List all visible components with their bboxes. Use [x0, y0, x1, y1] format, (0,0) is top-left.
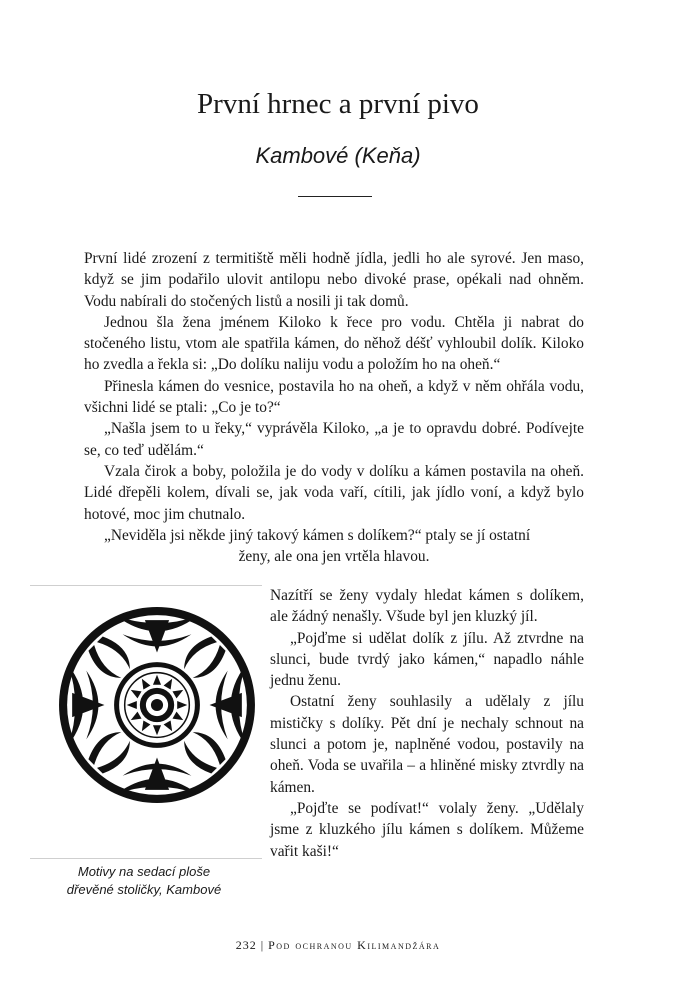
paragraph: Jednou šla žena jménem Kiloko k řece pro vodu. Chtěla ji nabrat do stočeného listu, vtom ale spatřila kámen, do něhož déšť vyhloubil dolík. Kiloko ho zvedla a řekla si: „Do dolíku naliju vodu a položím ho na oheň.“ — [84, 313, 584, 374]
figure-top-rule — [30, 585, 262, 586]
figure-caption — [36, 863, 252, 899]
page-subtitle: Kambové (Keňa) — [255, 143, 421, 168]
story-text — [84, 248, 584, 567]
paragraph: Vzala čirok a boby, položila je do vody v dolíku a kámen postavila na oheň. Lidé dřepěli kolem, dívali se, jak voda vaří, cítili, jak jídlo voní, a když bylo hotové, moc jim chutnalo. — [84, 462, 584, 523]
running-title: Pod ochranou Kilimandžára — [268, 938, 441, 952]
paragraph: „Pojďte se podívat!“ volaly ženy. „Udělaly jsme z kluzkého jílu kámen s dolíkem. Můžeme vařit kaši!“ — [270, 799, 584, 860]
story-text-right-column — [270, 585, 584, 862]
paragraph: Ostatní ženy souhlasily a udělaly z jílu mističky s dolíky. Pět dní je nechaly schnout na slunci a potom je, naplněné vodou, postavily na oheň. Voda se uvařila – a hliněné misky ztvrdly na kámen. — [270, 693, 584, 796]
page-title: První hrnec a první pivo — [197, 88, 479, 120]
paragraph: „Našla jsem to u řeky,“ vyprávěla Kiloko, „a je to opravdu dobré. Podívejte se, co teď udělám.“ — [84, 420, 584, 459]
caption-line: dřevěné stoličky, Kambové — [66, 882, 222, 897]
paragraph: První lidé zrození z termitiště měli hodně jídla, jedli ho ale syrové. Jen maso, když se jim podařilo ulovit antilopu nebo divoké prase, opékali nad ohněm. Vodu nabírali do stočených listů a nosili ji tak domů. — [84, 250, 584, 310]
page-footer — [0, 938, 676, 953]
title-divider — [298, 196, 372, 197]
caption-line: Motivy na sedací ploše — [77, 864, 211, 879]
paragraph-continuation: ženy, ale ona jen vrtěla hlavou. — [238, 548, 430, 566]
paragraph: Přinesla kámen do vesnice, postavila ho na oheň, a když v něm ohřála vodu, všichni lidé se ptali: „Co je to?“ — [84, 377, 584, 417]
paragraph: Nazítří se ženy vydaly hledat kámen s dolíkem, ale žádný nenašly. Všude byl jen kluzký jíl. — [270, 587, 584, 626]
paragraph: „Neviděla jsi někde jiný takový kámen s dolíkem?“ ptaly se jí ostatní — [104, 526, 531, 544]
stool-motif-illustration — [56, 604, 258, 806]
footer-separator: | — [260, 938, 265, 952]
page-number: 232 — [235, 938, 257, 952]
figure-bottom-rule — [30, 858, 262, 859]
paragraph: „Pojďme si udělat dolík z jílu. Až ztvrdne na slunci, bude tvrdý jako kámen,“ napadlo náhle jednu ženu. — [270, 629, 584, 690]
